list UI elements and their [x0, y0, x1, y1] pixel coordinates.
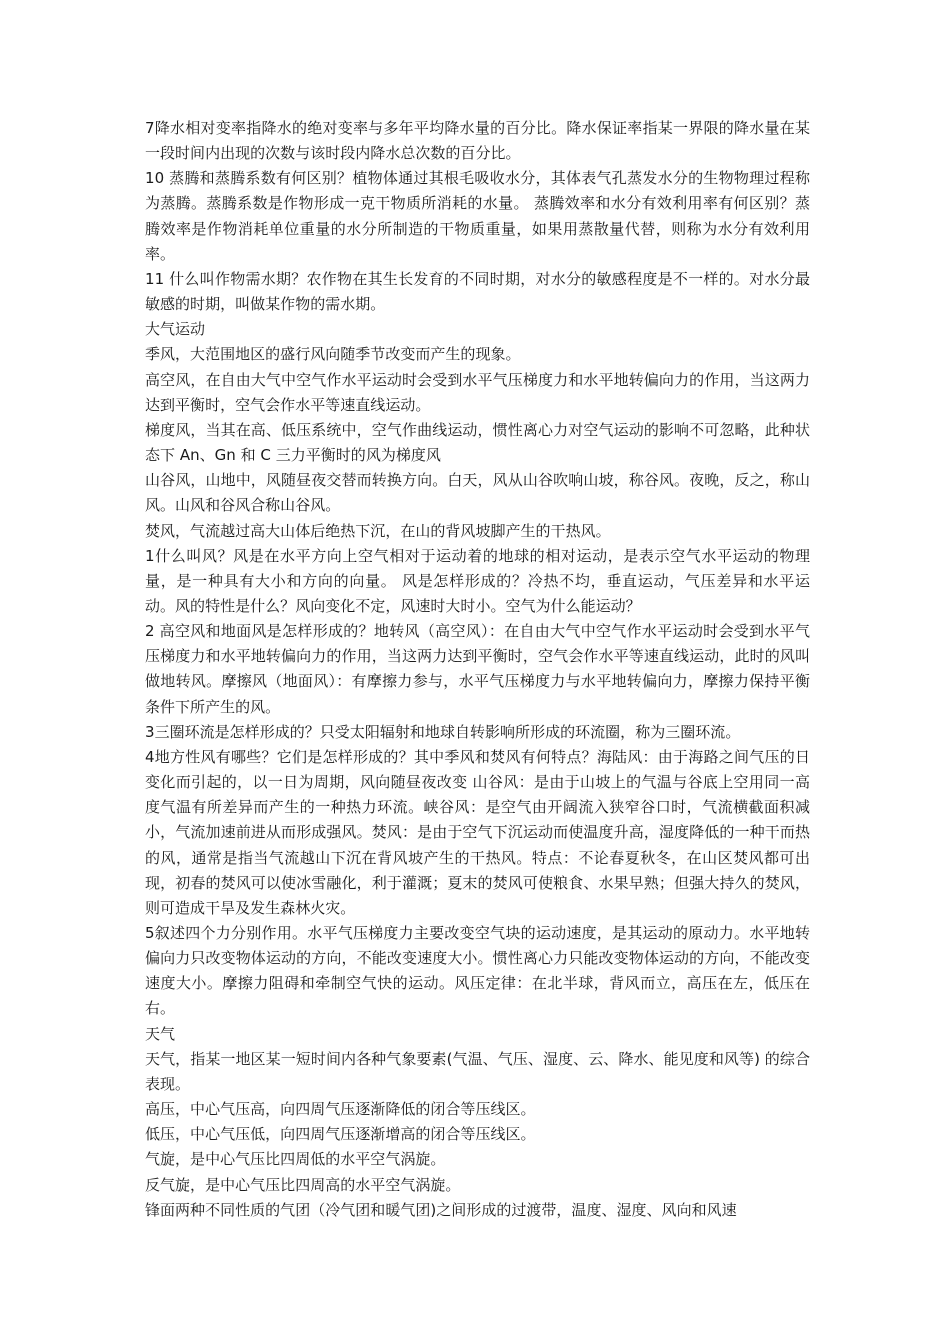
paragraph-upper-wind: 高空风，在自由大气中空气作水平运动时会受到水平气压梯度力和水平地转偏向力的作用，当这两力达到平衡时，空气会作水平等速直线运动。	[145, 370, 810, 414]
section-heading-atmospheric-motion: 大气运动	[145, 320, 206, 339]
paragraph-monsoon: 季风，大范围地区的盛行风向随季节改变而产生的现象。	[145, 345, 521, 364]
paragraph-q4-local-winds: 4地方性风有哪些？它们是怎样形成的？其中季风和焚风有何特点？海陆风：由于海路之间气压的日变化而引起的，以一日为周期，风向随昼夜改变 山谷风：是由于山坡上的气温与谷底上空用同一高度气温有所差异而产生的一种热力环流。峡谷风：是空气由开阔流入狭窄谷口时，气流横截面积减小，气流加速前进从而形成强风。焚风：是由于空气下沉运动而使温度升高，湿度降低的一种干而热的风，通常是指当气流越山下沉在背风坡产生的干热风。特点：不论春夏秋冬，在山区焚风都可出现，初春的焚风可以使冰雪融化，利于灌溉；夏末的焚风可使粮食、水果早熟；但强大持久的焚风，则可造成干旱及发生森林火灾。	[145, 747, 810, 917]
paragraph-water-demand-period: 11 什么叫作物需水期？农作物在其生长发育的不同时期，对水分的敏感程度是不一样的。对水分最敏感的时期，叫做某作物的需水期。	[145, 269, 810, 314]
paragraph-q2-geostrophic-wind: 2 高空风和地面风是怎样形成的？地转风（高空风）：在自由大气中空气作水平运动时会受到水平气压梯度力和水平地转偏向力的作用，当这两力达到平衡时，空气会作水平等速直线运动，此时的风叫做地转风。摩擦风（地面风）：有摩擦力参与，水平气压梯度力与水平地转偏向力，摩擦力保持平衡条件下所产生的风。	[145, 622, 810, 716]
paragraph-weather-definition: 天气，指某一地区某一短时间内各种气象要素(气温、气压、湿度、云、降水、能见度和风等) 的综合表现。	[145, 1049, 810, 1093]
paragraph-high-pressure: 高压，中心气压高，向四周气压逐渐降低的闭合等压线区。	[145, 1100, 536, 1119]
paragraph-transpiration: 10 蒸腾和蒸腾系数有何区别？植物体通过其根毛吸收水分，其体表气孔蒸发水分的生物物理过程称为蒸腾。蒸腾系数是作物形成一克干物质所消耗的水量。 蒸腾效率和水分有效利用率有何区别？蒸腾效率是作物消耗单位重量的水分所制造的干物质重量，如果用蒸散量代替，则称为水分有效利用率。	[145, 169, 810, 263]
paragraph-foehn: 焚风，气流越过高大山体后绝热下沉，在山的背风坡脚产生的干热风。	[145, 521, 611, 540]
paragraph-q1-wind: 1什么叫风？风是在水平方向上空气相对于运动着的地球的相对运动，是表示空气水平运动的物理量，是一种具有大小和方向的向量。 风是怎样形成的？冷热不均，垂直运动，气压差异和水平运动。风的特性是什么？风向变化不定，风速时大时小。空气为什么能运动？	[145, 546, 810, 615]
section-heading-weather: 天气	[145, 1024, 176, 1043]
paragraph-precipitation-variability: 7降水相对变率指降水的绝对变率与多年平均降水量的百分比。降水保证率指某一界限的降水量在某一段时间内出现的次数与该时段内降水总次数的百分比。	[145, 119, 810, 163]
paragraph-q5-four-forces: 5叙述四个力分别作用。水平气压梯度力主要改变空气块的运动速度，是其运动的原动力。水平地转偏向力只改变物体运动的方向，不能改变速度大小。惯性离心力只能改变物体运动的方向，不能改变速度大小。摩擦力阻碍和牵制空气快的运动。风压定律：在北半球，背风而立，高压在左，低压在右。	[145, 924, 810, 1018]
document-body	[145, 116, 810, 1223]
paragraph-anticyclone: 反气旋，是中心气压比四周高的水平空气涡旋。	[145, 1175, 461, 1194]
paragraph-q3-three-cell-circulation: 3三圈环流是怎样形成的？只受太阳辐射和地球自转影响所形成的环流圈，称为三圈环流。	[145, 722, 741, 741]
paragraph-cyclone: 气旋，是中心气压比四周低的水平空气涡旋。	[145, 1150, 446, 1169]
paragraph-low-pressure: 低压，中心气压低，向四周气压逐渐增高的闭合等压线区。	[145, 1125, 536, 1144]
paragraph-mountain-valley-wind: 山谷风，山地中，风随昼夜交替而转换方向。白天，风从山谷吹响山坡，称谷风。夜晚，反之，称山风。山风和谷风合称山谷风。	[145, 471, 810, 515]
paragraph-front: 锋面两种不同性质的气团（冷气团和暖气团)之间形成的过渡带，温度、湿度、风向和风速	[145, 1200, 737, 1219]
paragraph-gradient-wind: 梯度风，当其在高、低压系统中，空气作曲线运动，惯性离心力对空气运动的影响不可忽略，此种状态下 An、Gn 和 C 三力平衡时的风为梯度风	[145, 420, 810, 465]
